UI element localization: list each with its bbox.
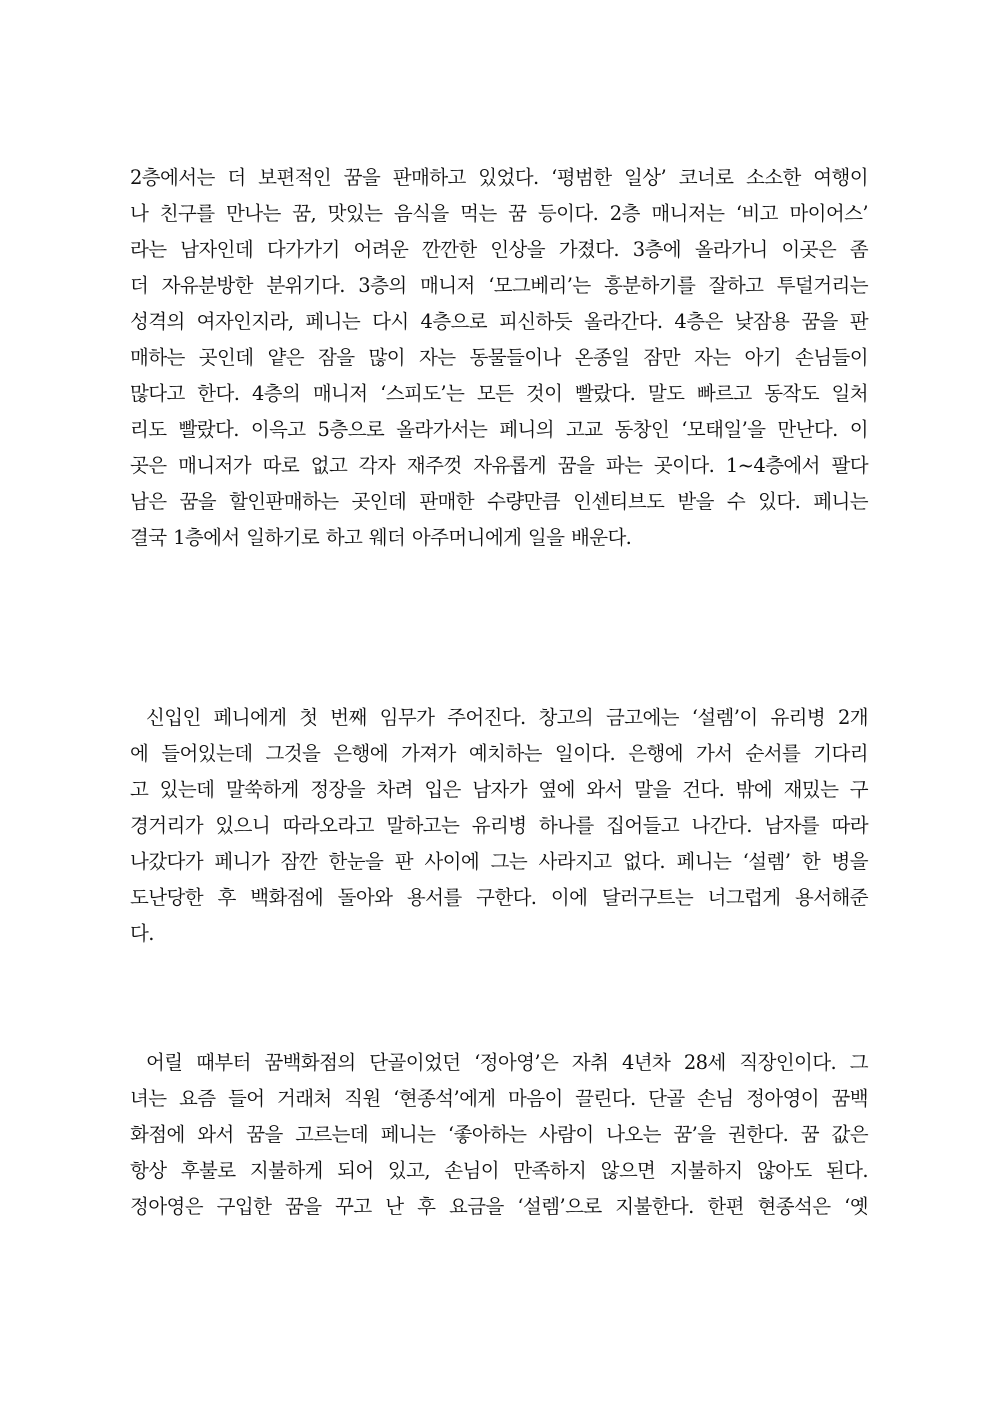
text-line: 신입인 페니에게 첫 번째 임무가 주어진다. 창고의 금고에는 ‘설렘’이 유리병 2개 [146,706,868,729]
paragraph-first-mission [130,700,868,952]
text-line: 더 자유분방한 분위기다. 3층의 매니저 ‘모그베리’는 흥분하기를 잘하고 투덜거리는 [130,274,868,297]
text-line: 녀는 요즘 들어 거래처 직원 ‘현종석’에게 마음이 끌린다. 단골 손님 정아영이 꿈백 [130,1087,868,1110]
text-line: 다. [130,922,154,945]
text-line: 리도 빨랐다. 이윽고 5층으로 올라가서는 페니의 고교 동창인 ‘모태일’을 만난다. 이 [130,418,868,441]
text-line: 결국 1층에서 일하기로 하고 웨더 아주머니에게 일을 배운다. [130,526,632,549]
text-line: 나 친구를 만나는 꿈, 맛있는 음식을 먹는 꿈 등이다. 2층 매니저는 ‘비고 마이어스’ [130,202,868,225]
text-line: 나갔다가 페니가 잠깐 한눈을 판 사이에 그는 사라지고 없다. 페니는 ‘설렘’ 한 병을 [130,850,868,873]
text-line: 어릴 때부터 꿈백화점의 단골이었던 ‘정아영’은 자취 4년차 28세 직장인이다. 그 [146,1051,868,1074]
text-line: 많다고 한다. 4층의 매니저 ‘스피도’는 모든 것이 빨랐다. 말도 빠르고 동작도 일처 [130,382,868,405]
text-line: 고 있는데 말쑥하게 정장을 차려 입은 남자가 옆에 와서 말을 건다. 밖에 재밌는 구 [130,778,868,801]
paragraph-floors [130,160,868,556]
paragraph-jung-ayoung [130,1045,868,1225]
text-line: 남은 꿈을 할인판매하는 곳인데 판매한 수량만큼 인센티브도 받을 수 있다. 페니는 [130,490,868,513]
text-line: 에 들어있는데 그것을 은행에 가져가 예치하는 일이다. 은행에 가서 순서를 기다리 [130,742,868,765]
text-line: 항상 후불로 지불하게 되어 있고, 손님이 만족하지 않으면 지불하지 않아도 된다. [130,1159,868,1182]
text-line: 매하는 곳인데 얕은 잠을 많이 자는 동물들이나 온종일 잠만 자는 아기 손님들이 [130,346,868,369]
text-line: 곳은 매니저가 따로 없고 각자 재주껏 자유롭게 꿈을 파는 곳이다. 1~4층에서 팔다 [130,454,868,477]
text-line: 라는 남자인데 다가가기 어려운 깐깐한 인상을 가졌다. 3층에 올라가니 이곳은 좀 [130,238,868,261]
text-line: 경거리가 있으니 따라오라고 말하고는 유리병 하나를 집어들고 나간다. 남자를 따라 [130,814,868,837]
text-line: 성격의 여자인지라, 페니는 다시 4층으로 피신하듯 올라간다. 4층은 낮잠용 꿈을 판 [130,310,868,333]
text-line: 화점에 와서 꿈을 고르는데 페니는 ‘좋아하는 사람이 나오는 꿈’을 권한다. 꿈 값은 [130,1123,868,1146]
text-line: 도난당한 후 백화점에 돌아와 용서를 구한다. 이에 달러구트는 너그럽게 용서해준 [130,886,868,909]
text-line: 정아영은 구입한 꿈을 꾸고 난 후 요금을 ‘설렘’으로 지불한다. 한편 현종석은 ‘옛 [130,1195,868,1218]
text-line: 2층에서는 더 보편적인 꿈을 판매하고 있었다. ‘평범한 일상’ 코너로 소소한 여행이 [130,166,868,189]
